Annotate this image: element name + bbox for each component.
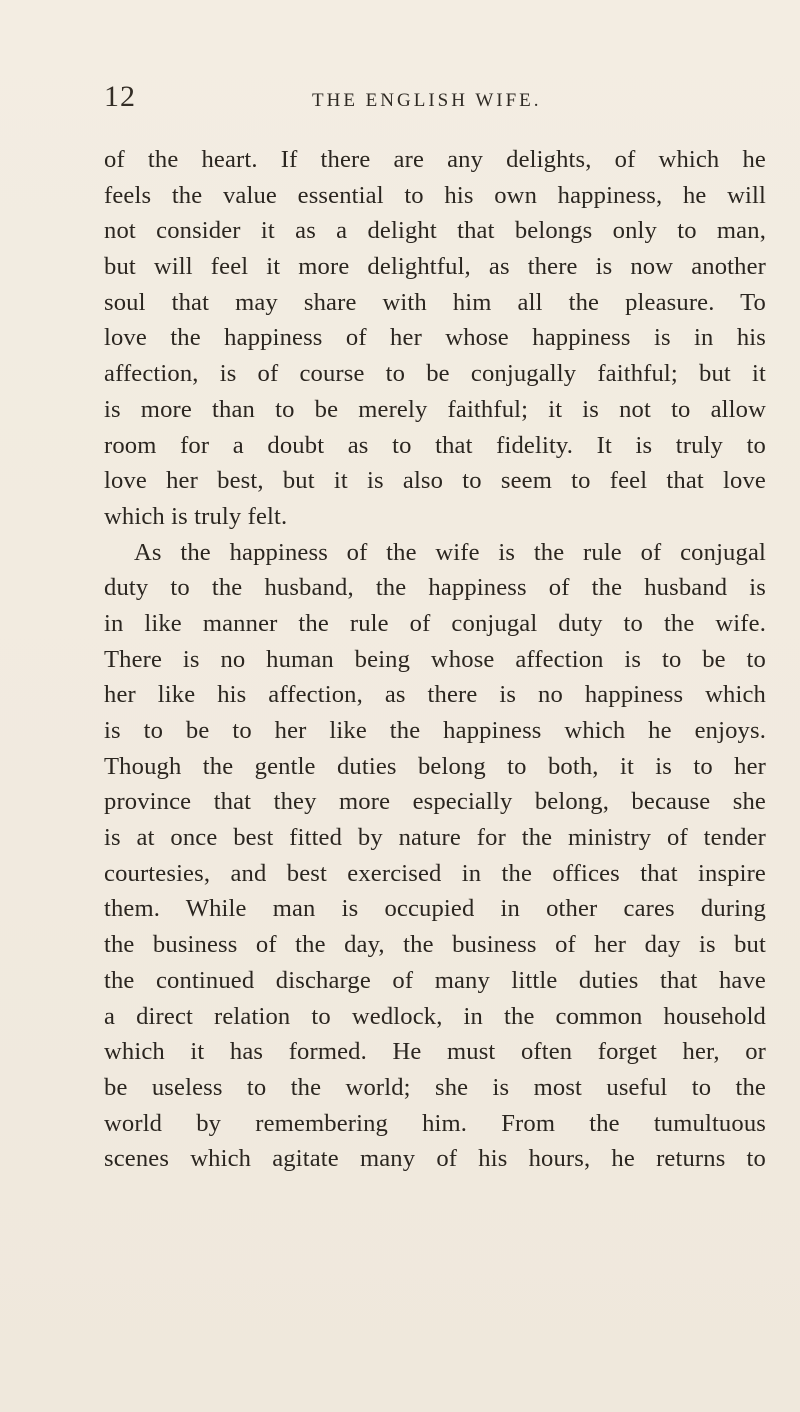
text-line: them. While man is occupied in other cares during: [104, 895, 766, 923]
text-line: duty to the husband, the happiness of the husband is: [104, 574, 766, 602]
text-line: There is no human being whose affection is to be to: [104, 645, 766, 673]
body-text: [104, 142, 766, 1177]
running-head: [0, 80, 800, 118]
text-line: but will feel it more delightful, as there is now another: [104, 253, 766, 281]
text-line: love her best, but it is also to seem to feel that love: [104, 467, 766, 495]
text-line: soul that may share with him all the pleasure. To: [104, 288, 766, 316]
text-line: in like manner the rule of conjugal duty to the wife.: [104, 609, 766, 637]
page-number: 12: [104, 80, 136, 113]
text-line: a direct relation to wedlock, in the common household: [104, 1002, 766, 1030]
text-line: of the heart. If there are any delights, of which he: [104, 146, 766, 173]
text-line: the continued discharge of many little duties that have: [104, 966, 766, 994]
text-line: feels the value essential to his own happiness, he will: [104, 181, 766, 209]
text-line: be useless to the world; she is most useful to the: [104, 1073, 766, 1101]
text-line: courtesies, and best exercised in the offices that inspire: [104, 859, 766, 887]
text-line: province that they more especially belong, because she: [104, 788, 766, 816]
text-line: is more than to be merely faithful; it is not to allow: [104, 395, 766, 423]
text-line: scenes which agitate many of his hours, he returns to: [104, 1145, 766, 1173]
text-line: affection, is of course to be conjugally faithful; but it: [104, 360, 766, 388]
text-line: the business of the day, the business of her day is but: [104, 931, 766, 959]
text-line: is to be to her like the happiness which he enjoys.: [104, 717, 766, 744]
text-line-paragraph-start: As the happiness of the wife is the rule of conjugal: [134, 538, 766, 566]
text-line: is at once best fitted by nature for the ministry of tender: [104, 824, 766, 852]
text-line-paragraph-end: which is truly felt.: [104, 502, 288, 530]
text-line: love the happiness of her whose happiness is in his: [104, 324, 766, 352]
text-line: Though the gentle duties belong to both, it is to her: [104, 752, 766, 780]
text-line: which it has formed. He must often forget her, or: [104, 1038, 766, 1066]
text-line: not consider it as a delight that belongs only to man,: [104, 217, 766, 245]
text-line: room for a doubt as to that fidelity. It is truly to: [104, 431, 766, 459]
text-line: her like his affection, as there is no happiness which: [104, 681, 766, 709]
running-title: THE ENGLISH WIFE.: [312, 90, 542, 111]
text-line: world by remembering him. From the tumultuous: [104, 1109, 766, 1137]
